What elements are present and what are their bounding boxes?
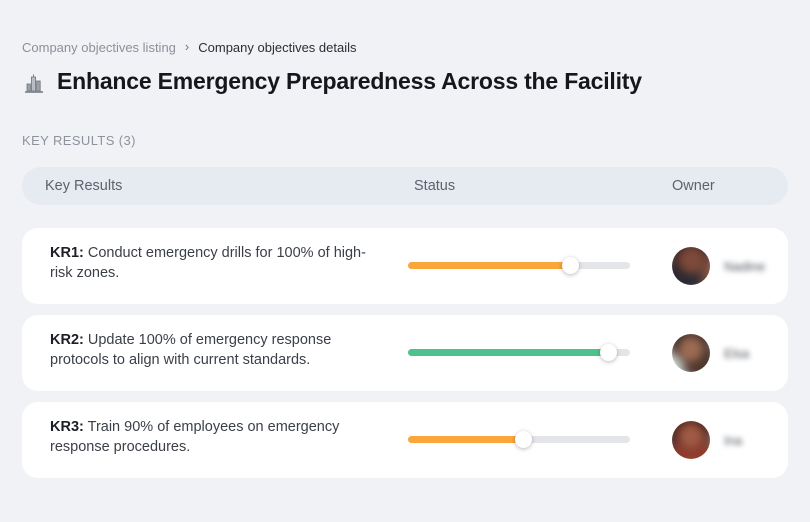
- progress-thumb[interactable]: [600, 344, 617, 361]
- key-result-label: KR1:: [50, 245, 84, 261]
- progress-slider[interactable]: [408, 349, 630, 356]
- page-title: Enhance Emergency Preparedness Across the Facility: [57, 68, 642, 94]
- table-row[interactable]: [22, 228, 788, 304]
- breadcrumb-current-page: Company objectives details: [198, 40, 357, 55]
- owner-name: Nadine: [724, 258, 766, 274]
- avatar: [672, 334, 710, 372]
- key-result-text: KR1: Conduct emergency drills for 100% of high-risk zones.: [50, 245, 366, 281]
- key-result-text: KR2: Update 100% of emergency response protocols to align with current standards.: [50, 332, 332, 368]
- key-results-section-label: KEY RESULTS (3): [22, 133, 136, 148]
- avatar-photo: [672, 334, 710, 372]
- key-result-label: KR2:: [50, 332, 84, 348]
- progress-thumb[interactable]: [515, 431, 532, 448]
- owner-cell: [672, 421, 742, 459]
- buildings-icon: [22, 71, 46, 95]
- progress-fill: [408, 349, 608, 356]
- column-header-key-results: Key Results: [45, 178, 123, 194]
- progress-thumb[interactable]: [562, 257, 579, 274]
- key-result-label: KR3:: [50, 419, 84, 435]
- progress-fill: [408, 436, 523, 443]
- column-header-status: Status: [414, 178, 456, 194]
- breadcrumb-listing-link[interactable]: Company objectives listing: [22, 40, 176, 55]
- avatar: [672, 421, 710, 459]
- chevron-right-icon: ›: [184, 39, 190, 54]
- key-result-text: KR3: Train 90% of employees on emergency response procedures.: [50, 419, 340, 455]
- table-header: [22, 167, 788, 205]
- owner-cell: [672, 334, 749, 372]
- table-row[interactable]: [22, 315, 788, 391]
- progress-slider[interactable]: [408, 262, 630, 269]
- owner-name: Ina: [724, 432, 743, 448]
- owner-name: Elsa: [724, 345, 750, 361]
- owner-cell: [672, 247, 765, 285]
- avatar-photo: [672, 247, 710, 285]
- avatar: [672, 247, 710, 285]
- column-header-owner: Owner: [672, 178, 715, 194]
- breadcrumb: [22, 40, 357, 55]
- progress-slider[interactable]: [408, 436, 630, 443]
- key-results-list: [22, 228, 788, 489]
- title-row: [22, 68, 642, 95]
- table-row[interactable]: [22, 402, 788, 478]
- progress-fill: [408, 262, 570, 269]
- avatar-photo: [672, 421, 710, 459]
